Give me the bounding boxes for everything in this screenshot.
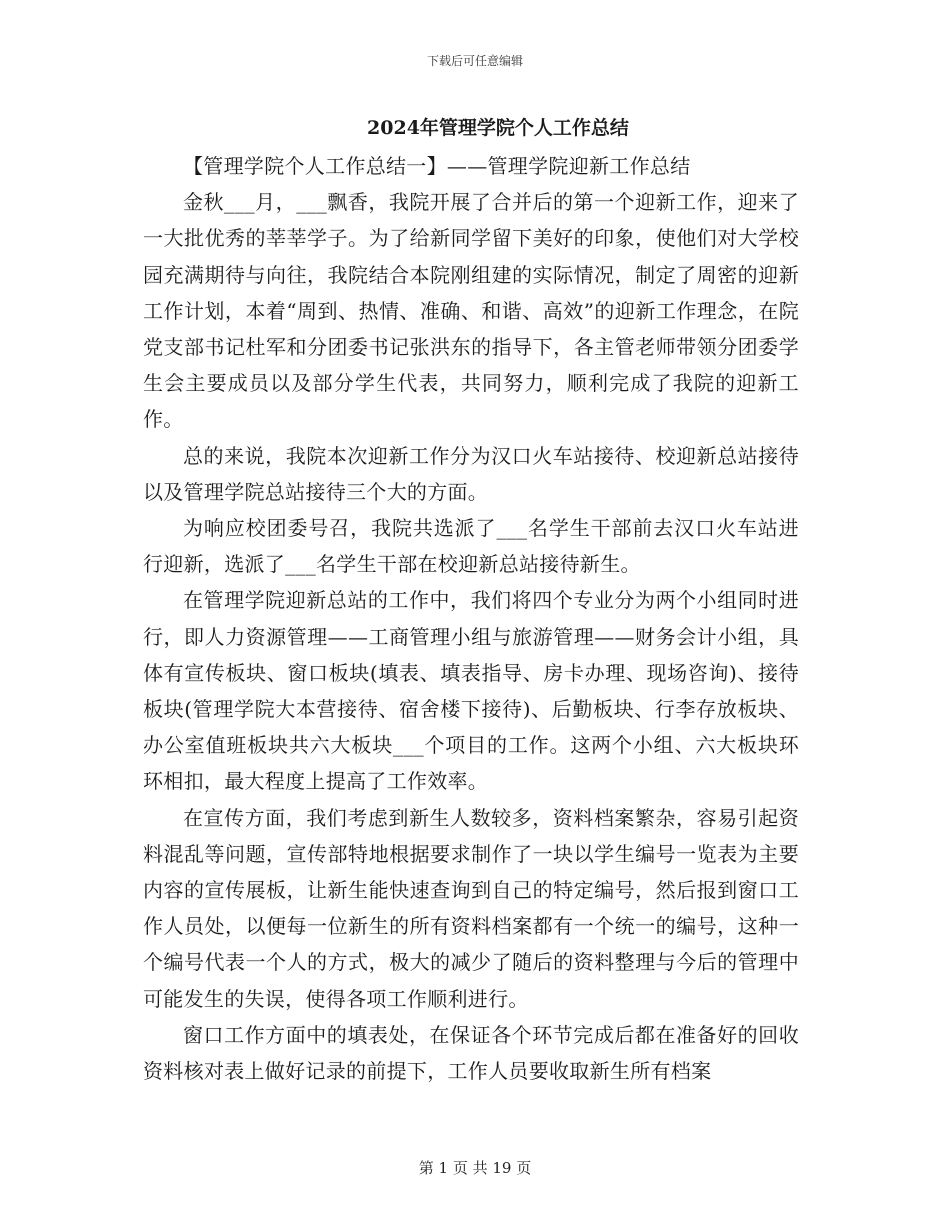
paragraph: 为响应校团委号召，我院共选派了___名学生干部前去汉口火车站进行迎新，选派了___名学生干部在校迎新总站接待新生。 [143, 516, 799, 577]
paragraph: 总的来说，我院本次迎新工作分为汉口火车站接待、校迎新总站接待以及管理学院总站接待三个大的方面。 [143, 443, 799, 504]
paragraph: 在宣传方面，我们考虑到新生人数较多，资料档案繁杂，容易引起资料混乱等问题，宣传部特地根据要求制作了一块以学生编号一览表为主要内容的宣传展板，让新生能快速查询到自己的特定编号，然后报到窗口工作人员处，以便每一位新生的所有资料档案都有一个统一的编号，这种一个编号代表一个人的方式，极大的减少了随后的资料整理与今后的管理中可能发生的失误，使得各项工作顺利进行。 [143, 805, 799, 1011]
section-heading: 【管理学院个人工作总结一】——管理学院迎新工作总结 [183, 154, 691, 178]
document-body [143, 148, 799, 1089]
paragraph: 窗口工作方面中的填表处，在保证各个环节完成后都在准备好的回收资料核对表上做好记录的前提下，工作人员要收取新生所有档案 [143, 1022, 799, 1084]
page-indicator: 第 1 页 共 19 页 [418, 1159, 532, 1177]
document-title: 2024年管理学院个人工作总结 [367, 117, 629, 139]
paragraph: 金秋___月，___飘香，我院开展了合并后的第一个迎新工作，迎来了一大批优秀的莘莘学子。为了给新同学留下美好的印象，使他们对大学校园充满期待与向往，我院结合本院刚组建的实际情况，制定了周密的迎新工作计划，本着“周到、热情、准确、和谐、高效”的迎新工作理念，在院党支部书记杜军和分团委书记张洪东的指导下，各主管老师带领分团委学生会主要成员以及部分学生代表，共同努力，顺利完成了我院的迎新工作。 [143, 190, 799, 432]
header-note: 下载后可任意编辑 [426, 54, 523, 68]
paragraph: 在管理学院迎新总站的工作中，我们将四个专业分为两个小组同时进行，即人力资源管理——工商管理小组与旅游管理——财务会计小组，具体有宣传板块、窗口板块(填表、填表指导、房卡办理、现场咨询)、接待板块(管理学院大本营接待、宿舍楼下接待)、后勤板块、行李存放板块、办公室值班板块共六大板块___个项目的工作。这两个小组、六大板块环环相扣，最大程度上提高了工作效率。 [143, 588, 799, 794]
